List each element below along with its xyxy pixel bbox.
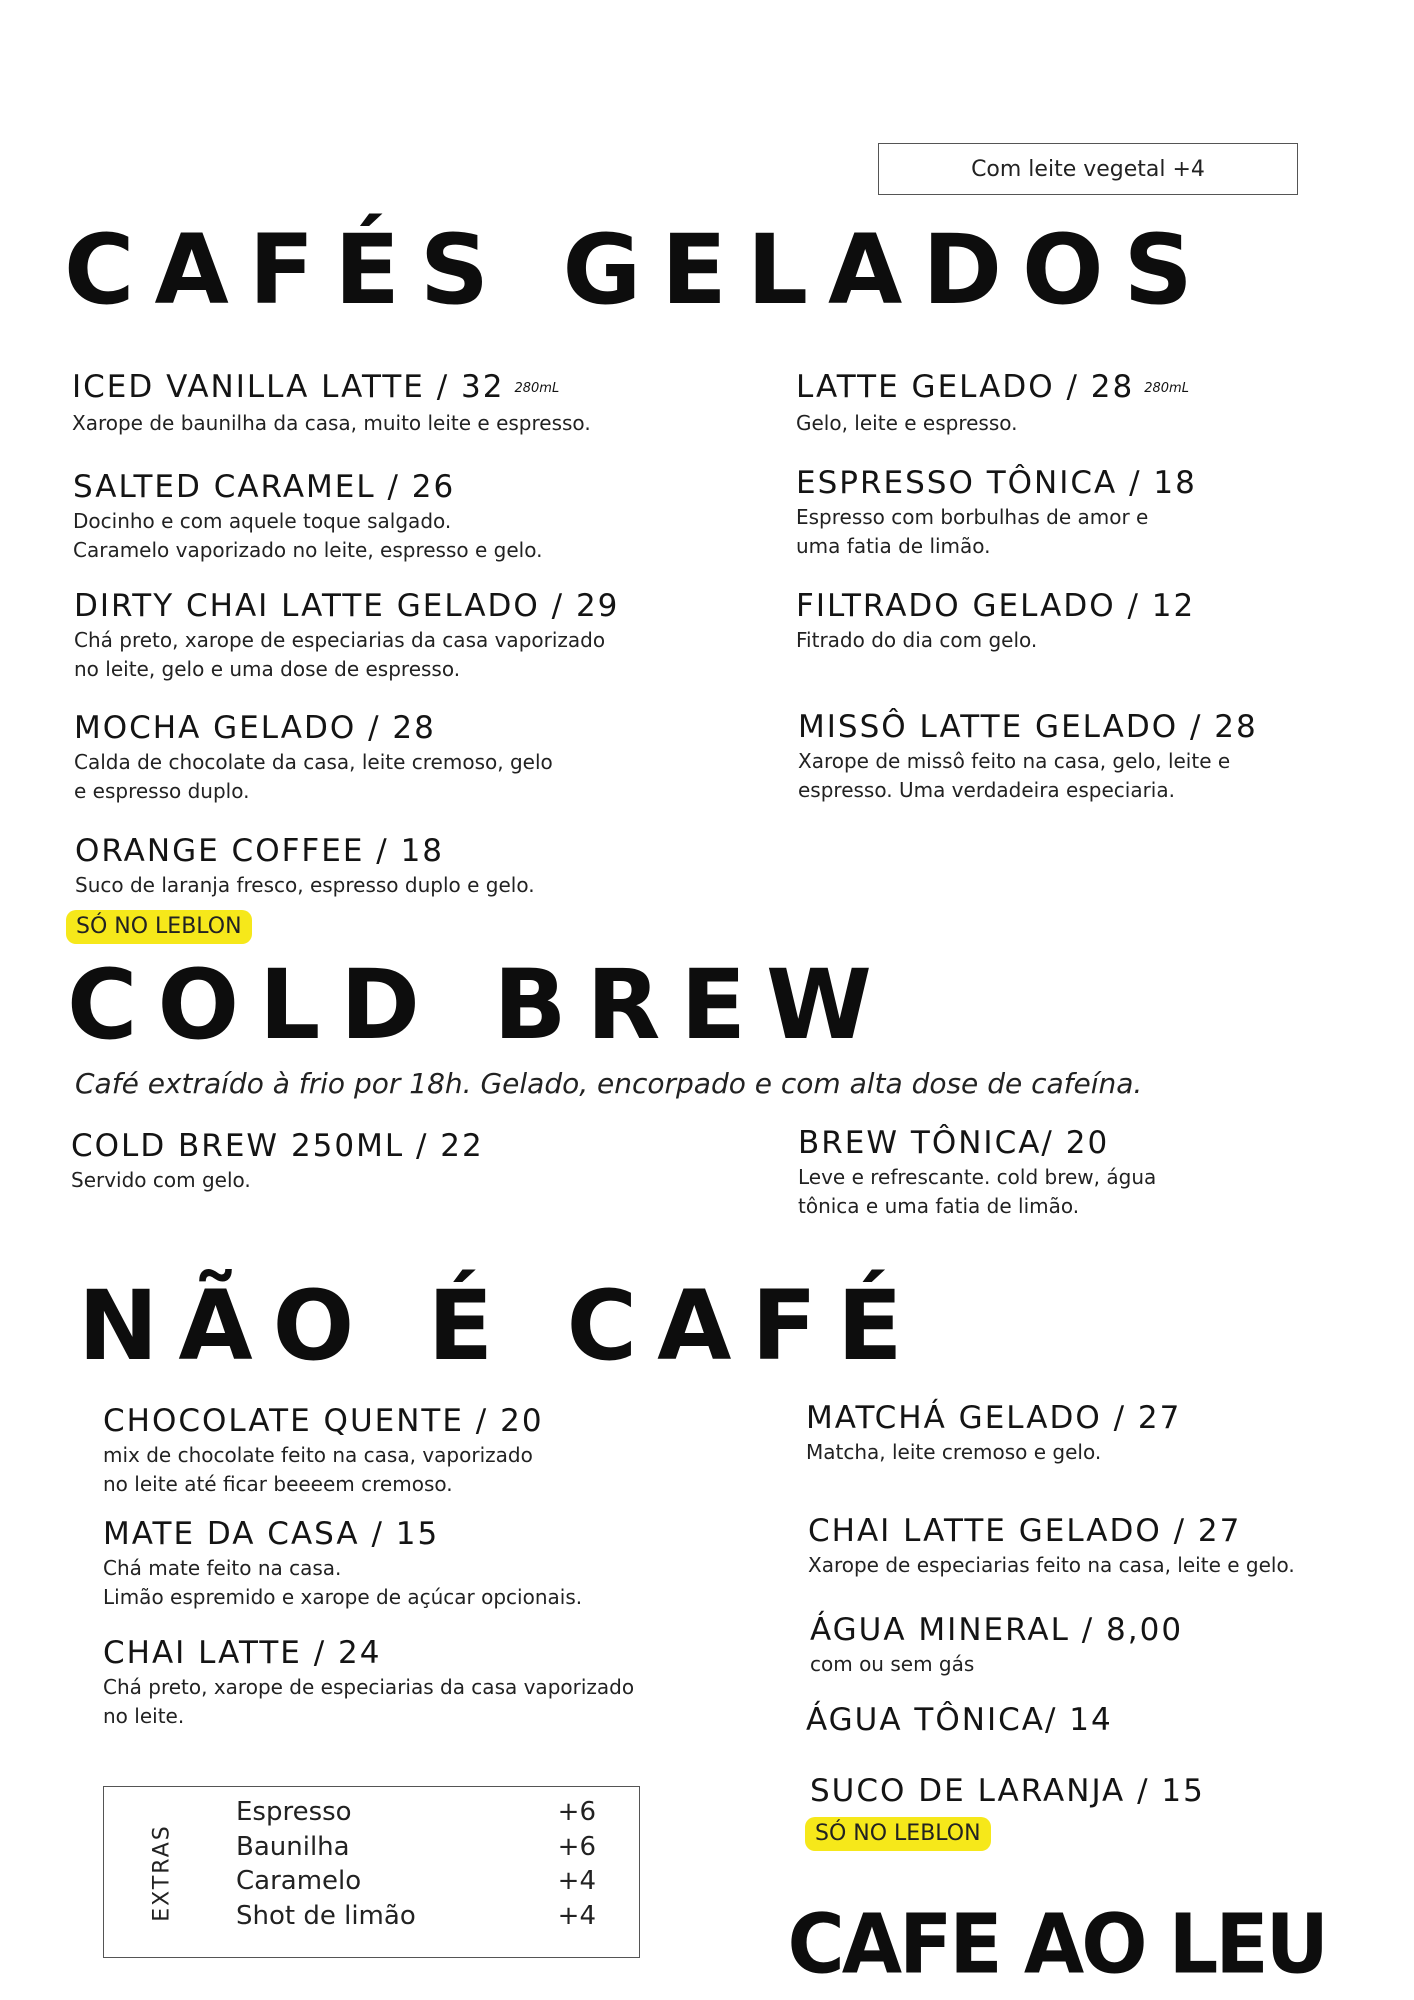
item-name: FILTRADO GELADO / 12	[796, 588, 1196, 624]
extras-row	[236, 1864, 596, 1898]
item-name: COLD BREW 250ML / 22	[71, 1128, 484, 1164]
item-name: CHOCOLATE QUENTE / 20	[103, 1403, 544, 1439]
item-description: Gelo, leite e espresso.	[796, 410, 1018, 435]
menu-item-iced-vanilla-latte	[72, 369, 591, 438]
leblon-only-badge: SÓ NO LEBLON	[805, 1817, 991, 1851]
item-description: Fitrado do dia com gelo.	[796, 628, 1038, 652]
item-name: ESPRESSO TÔNICA / 18	[796, 465, 1197, 501]
menu-item-filtrado-gelado	[796, 588, 1195, 655]
menu-item-suco-de-laranja	[810, 1773, 1205, 1809]
menu-item-agua-tonica	[806, 1702, 1113, 1738]
item-description: Chá mate feito na casa. Limão espremido e xarope de açúcar opcionais.	[103, 1556, 583, 1609]
extras-row	[236, 1899, 596, 1933]
item-name: ICED VANILLA LATTE / 32 280mL	[72, 369, 560, 405]
vegetal-milk-note: Com leite vegetal +4	[878, 143, 1298, 195]
extra-name: Espresso	[236, 1797, 352, 1827]
item-description: com ou sem gás	[810, 1652, 975, 1676]
item-description: Matcha, leite cremoso e gelo.	[806, 1440, 1102, 1464]
item-description: Xarope de missô feito na casa, gelo, leite e espresso. Uma verdadeira especiaria.	[798, 749, 1231, 802]
item-description: mix de chocolate feito na casa, vaporizado no leite até ficar beeeem cremoso.	[103, 1443, 533, 1496]
menu-item-salted-caramel	[73, 469, 542, 565]
section-title-nao-e-cafe: NÃO É CAFÉ	[78, 1270, 923, 1382]
menu-item-orange-coffee	[75, 833, 535, 900]
item-name: SALTED CARAMEL / 26	[73, 469, 456, 505]
item-name: ORANGE COFFEE / 18	[75, 833, 445, 869]
leblon-only-badge: SÓ NO LEBLON	[66, 910, 252, 944]
item-description: Calda de chocolate da casa, leite cremoso, gelo e espresso duplo.	[74, 750, 553, 803]
extras-row	[236, 1830, 596, 1864]
extra-name: Shot de limão	[236, 1901, 416, 1931]
item-name: MATE DA CASA / 15	[103, 1516, 440, 1552]
item-name: LATTE GELADO / 28 280mL	[796, 369, 1189, 405]
menu-item-latte-gelado	[796, 369, 1189, 438]
section-title-cold-brew: COLD BREW	[67, 949, 892, 1061]
item-name: ÁGUA MINERAL / 8,00	[810, 1612, 1184, 1648]
menu-item-chai-latte	[103, 1635, 634, 1731]
extra-price: +4	[557, 1866, 596, 1896]
item-name: MATCHÁ GELADO / 27	[806, 1400, 1182, 1436]
menu-item-mocha-gelado	[74, 710, 553, 806]
item-name: SUCO DE LARANJA / 15	[810, 1773, 1205, 1809]
item-name: ÁGUA TÔNICA/ 14	[806, 1702, 1113, 1738]
extra-price: +6	[557, 1832, 596, 1862]
item-name: MOCHA GELADO / 28	[74, 710, 436, 746]
menu-item-chocolate-quente	[103, 1403, 544, 1499]
menu-item-dirty-chai-latte-gelado	[74, 588, 619, 684]
item-description: Suco de laranja fresco, espresso duplo e gelo.	[75, 873, 535, 897]
menu-item-brew-tonica	[798, 1125, 1156, 1221]
extras-box	[103, 1786, 640, 1958]
menu-item-agua-mineral	[810, 1612, 1183, 1679]
item-description: Xarope de especiarias feito na casa, leite e gelo.	[808, 1553, 1295, 1577]
extras-row	[236, 1795, 596, 1829]
menu-item-mate-da-casa	[103, 1516, 582, 1612]
item-description: Chá preto, xarope de especiarias da casa vaporizado no leite, gelo e uma dose de espresso.	[74, 628, 606, 681]
item-size: 280mL	[514, 380, 560, 396]
item-description: Espresso com borbulhas de amor e uma fatia de limão.	[796, 505, 1149, 558]
menu-item-espresso-tonica	[796, 465, 1197, 561]
item-description: Docinho e com aquele toque salgado. Caramelo vaporizado no leite, espresso e gelo.	[73, 509, 543, 562]
section-title-cafes-gelados: CAFÉS GELADOS	[64, 214, 1213, 326]
menu-item-chai-latte-gelado	[808, 1513, 1295, 1580]
item-name: CHAI LATTE / 24	[103, 1635, 382, 1671]
item-description: Servido com gelo.	[71, 1168, 251, 1192]
item-name: DIRTY CHAI LATTE GELADO / 29	[74, 588, 620, 624]
item-description: Xarope de baunilha da casa, muito leite e espresso.	[72, 410, 591, 435]
extras-label: EXTRAS	[149, 1824, 175, 1922]
item-description: Chá preto, xarope de especiarias da casa vaporizado no leite.	[103, 1675, 635, 1728]
extra-name: Caramelo	[236, 1866, 362, 1896]
item-name: BREW TÔNICA/ 20	[798, 1125, 1110, 1161]
item-description: Leve e refrescante. cold brew, água tônica e uma fatia de limão.	[798, 1165, 1157, 1218]
cafe-ao-leu-logo: CAFE AO LEU	[787, 1898, 1326, 1993]
menu-item-matcha-gelado	[806, 1400, 1181, 1467]
extra-name: Baunilha	[236, 1832, 350, 1862]
extra-price: +6	[557, 1797, 596, 1827]
extra-price: +4	[557, 1901, 596, 1931]
menu-item-misso-latte-gelado	[798, 709, 1258, 805]
menu-item-cold-brew-250ml	[71, 1128, 484, 1195]
item-size: 280mL	[1144, 380, 1189, 396]
cold-brew-subtitle: Café extraído à frio por 18h. Gelado, encorpado e com alta dose de cafeína.	[75, 1067, 1143, 1100]
item-name: CHAI LATTE GELADO / 27	[808, 1513, 1242, 1549]
item-name: MISSÔ LATTE GELADO / 28	[798, 709, 1258, 745]
